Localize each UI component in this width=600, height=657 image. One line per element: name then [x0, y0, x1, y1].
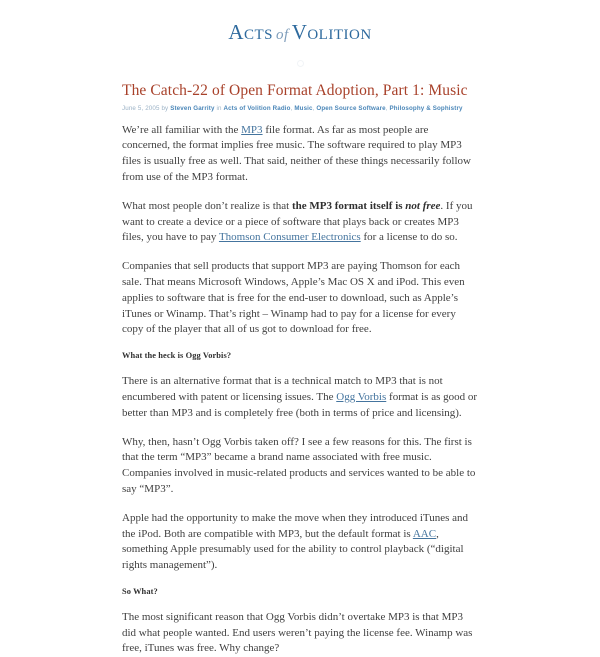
post-category-link[interactable]: Open Source Software: [316, 105, 386, 113]
header-ornament-dot: [297, 60, 304, 67]
article-body-part-3: [122, 610, 478, 657]
post-meta: [122, 104, 478, 113]
paragraph-text: What most people don’t realize is that: [122, 199, 292, 212]
category-separator: ,: [312, 105, 317, 113]
article-paragraph: [122, 199, 478, 246]
category-separator: ,: [385, 105, 390, 113]
paragraph-text: The most significant reason that Ogg Vorbis didn’t overtake MP3 is that MP3 did what people wanted. End users weren’t paying the license fee. Winamp was free, iTunes was free. Why change?: [122, 610, 473, 655]
paragraph-text: . If you want to create a device or a piece of software that plays back or creates MP3 files, you have to pay: [122, 199, 473, 244]
inline-link[interactable]: MP3: [241, 123, 263, 136]
paragraph-text: There is an alternative format that is a technical match to MP3 that is not encumbered with patent or licensing issues. The: [122, 375, 443, 403]
paragraph-text: format is as good or better than MP3 and is completely free (both in terms of price and licensing).: [122, 390, 478, 419]
paragraph-text: file format. As far as most people are concerned, the format implies free music. The software required to play MP3 files is usually free as well. That said, neither of these things necessarily follow from use of the MP3 format.: [122, 123, 471, 184]
category-separator: ,: [290, 105, 295, 113]
post-category-link[interactable]: Music: [294, 105, 313, 113]
inline-link[interactable]: Thomson Consumer Electronics: [218, 231, 361, 244]
site-title-word-of: of: [276, 27, 289, 43]
paragraph-text: , something Apple presumably used for the ability to control playback (“digital rights management”).: [122, 527, 464, 572]
emphasis-bold: the MP3 format itself is: [291, 199, 406, 212]
site-header: [0, 0, 600, 67]
post-author-link[interactable]: Steven Garrity: [170, 105, 215, 113]
inline-link[interactable]: Ogg Vorbis: [336, 390, 387, 403]
post-category-link[interactable]: Philosophy & Sophistry: [389, 105, 463, 113]
paragraph-text: Companies that sell products that support MP3 are paying Thomson for each sale. That means Microsoft Windows, Apple’s Mac OS X and iPod. This even applies to software that is free for the end-user to download, such as Apple’s iTunes or Winamp. That’s right – Winamp had to pay for a license for every copy of the player that all of us got to download for free.: [122, 260, 465, 336]
site-title-link[interactable]: [228, 22, 371, 43]
article-content: [122, 67, 478, 657]
post-categories: [223, 105, 462, 112]
article-paragraph: [122, 374, 478, 421]
article-body-part-2: [122, 374, 478, 574]
article-paragraph: [122, 123, 478, 186]
section-subheading-so-what: So What?: [122, 586, 158, 596]
article-paragraph: [122, 435, 478, 498]
article-paragraph: [122, 511, 478, 574]
inline-link[interactable]: AAC: [412, 527, 437, 540]
article-paragraph: [122, 610, 478, 657]
post-title: The Catch-22 of Open Format Adoption, Part 1: Music: [122, 82, 468, 99]
paragraph-text: Why, then, hasn’t Ogg Vorbis taken off? I see a few reasons for this. The first is that the term “MP3” became a brand name associated with free music. Companies involved in music-related products and services wanted to be able to say “MP3”.: [122, 435, 476, 495]
emphasis-bold-italic: not free: [405, 199, 441, 212]
post-date: June 5, 2005: [122, 105, 160, 113]
site-title-word-acts: Acts: [228, 20, 274, 44]
post-category-link[interactable]: Acts of Volition Radio: [223, 105, 291, 113]
site-title-word-volition: Volition: [291, 20, 372, 44]
article-body-part-1: [122, 123, 478, 339]
section-subheading-ogg-vorbis: What the heck is Ogg Vorbis?: [122, 351, 232, 361]
paragraph-text: Apple had the opportunity to make the move when they introduced iTunes and the iPod. Both are compatible with MP3, but the default format is: [122, 511, 469, 540]
meta-in-label: in: [216, 105, 222, 113]
paragraph-text: We’re all familiar with the: [122, 123, 242, 136]
meta-by-label: by: [161, 105, 169, 113]
paragraph-text: for a license to do so.: [360, 231, 458, 244]
article-paragraph: [122, 259, 478, 338]
